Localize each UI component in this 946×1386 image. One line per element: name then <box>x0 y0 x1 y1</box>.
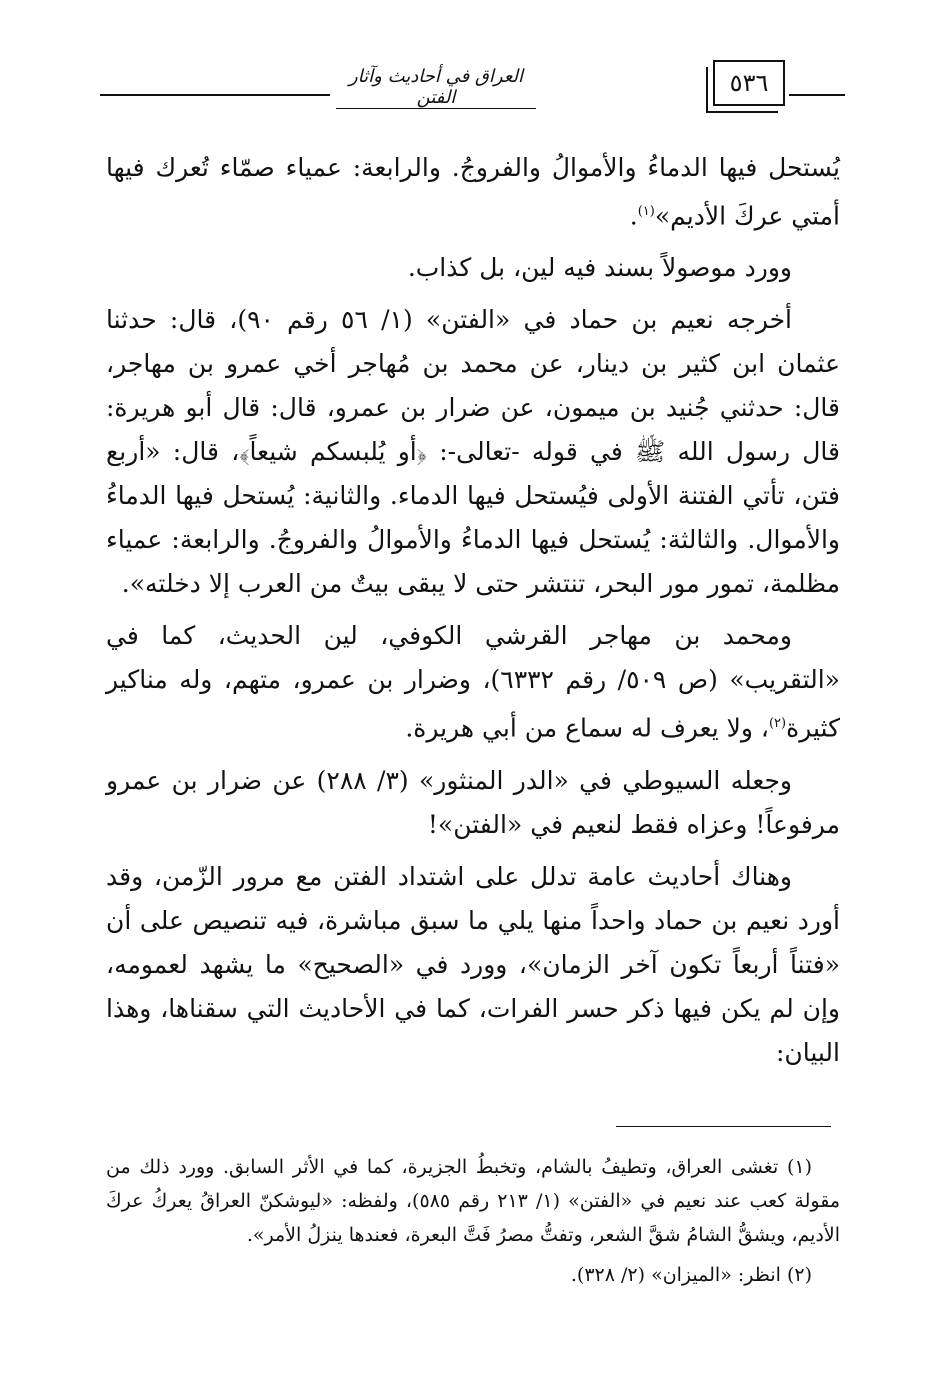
paragraph-3: أخرجه نعيم بن حماد في «الفتن» (١/ ٥٦ رقم ٩٠)، قال: حدثنا عثمان ابن كثير بن دينار، عن محمد بن مُهاجر أخي عمرو بن مهاجر، قال: حدثني جُنيد بن ميمون، عن ضرار بن عمرو، قال: قال أبو هريرة: قال رسول الله ﷺ في قوله -تعالى-: ﴿أو يُلبسكم شيعاً﴾، قال: «أربع فتن، تأتي الفتنة الأولى فيُستحل فيها الدماء. والثانية: يُستحل فيها الدماءُ والأموال. والثالثة: يُستحل فيها الدماءُ والأموالُ والفروجُ. والرابعة: عمياء مظلمة، تمور مور البحر، تنتشر حتى لا يبقى بيتٌ من العرب إلا دخلته». <box>106 305 840 599</box>
footnote-separator <box>616 1126 831 1127</box>
page-header <box>100 58 845 128</box>
main-text <box>106 146 840 1083</box>
footnote-1: (١) تغشى العراق، وتطيفُ بالشام، وتخبطُ الجزيرة، كما في الأثر السابق. وورد ذلك من مقولة كعب عند نعيم في «الفتن» (١/ ٢١٣ رقم ٥٨٥)، ولفظه: «ليوشكنّ العراقُ يعركُ عركَ الأديم، ويشقُّ الشامُ شقَّ الشعر، وتفتُّ مصرُ فَتَّ البعرة، فعندها ينزلُ الأمر». <box>106 1156 840 1246</box>
header-rule-right <box>789 94 845 96</box>
paragraph-1: يُستحل فيها الدماءُ والأموالُ والفروجُ. والرابعة: عمياء صمّاء تُعرك فيها أمتي عركَ الأديم»$^{(١)}$. <box>106 153 840 231</box>
footnote-ref-2: (٢) <box>768 716 787 732</box>
page-number: ٥٣٦ <box>713 60 785 106</box>
running-title: العراق في أحاديث وآثار الفتن <box>336 66 536 109</box>
footnote-2: (٢) انظر: «الميزان» (٢/ ٣٢٨). <box>570 1264 812 1286</box>
paragraph-4: ومحمد بن مهاجر القرشي الكوفي، لين الحديث، كما في «التقريب» (ص ٥٠٩/ رقم ٦٣٣٢)، وضرار بن عمرو، متهم، وله مناكير كثيرة$^{(٢)}$، ولا يعرف له سماع من أبي هريرة. <box>106 621 840 743</box>
header-rule-left <box>100 94 330 96</box>
footnote-ref-1: (١) <box>637 204 655 219</box>
paragraph-6: وهناك أحاديث عامة تدلل على اشتداد الفتن مع مرور الزّمن، وقد أورد نعيم بن حماد واحداً منها يلي ما سبق مباشرة، فيه تنصيص على أن «فتناً أربعاً تكون آخر الزمان»، وورد في «الصحيح» ما يشهد لعمومه، وإن لم يكن فيها ذكر حسر الفرات، كما في الأحاديث التي سقناها، وهذا البيان: <box>106 861 840 1067</box>
footnotes <box>106 1150 840 1298</box>
paragraph-5: وجعله السيوطي في «الدر المنثور» (٣/ ٢٨٨) عن ضرار بن عمرو مرفوعاً! وعزاه فقط لنعيم في «الفتن»! <box>106 765 840 839</box>
paragraph-2: وورد موصولاً بسند فيه لين، بل كذاب. <box>407 253 792 283</box>
